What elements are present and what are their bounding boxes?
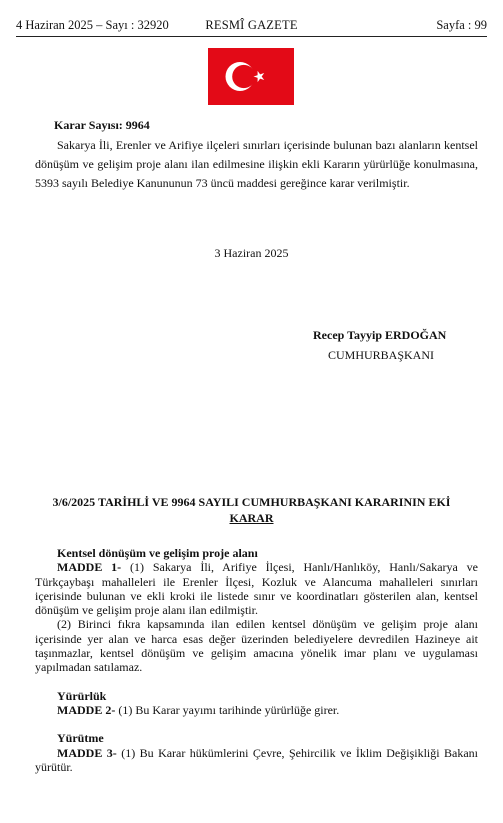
decree-intro: Sakarya İli, Erenler ve Arifiye ilçeleri sınırları içerisinde bulunan bazı alanların kentsel dönüşüm ve gelişim proje alanı ilan edilmesine ilişkin ekli Kararın yürürlüğe konulmasına, 5393 sayılı Belediye Kanununun 73 üncü maddesi gereğince karar verilmiştir. <box>35 138 478 190</box>
annex-title-line1: 3/6/2025 TARİHLİ VE 9964 SAYILI CUMHURBAŞKANI KARARININ EKİ <box>52 495 451 509</box>
article-1-paragraph-2: (2) Birinci fıkra kapsamında ilan edilen kentsel dönüşüm ve gelişim proje alanı içerisinde yer alan ve harca esas değer üzerinden belediyelere devredilen Hazineye ait taşınmazlar, kentsel dönüşüm ve gelişim amacına yönelik imar planı ve uygulaması yapılmadan satılamaz. <box>35 617 478 675</box>
annex-title <box>0 494 503 526</box>
article-1-paragraph-1 <box>35 560 478 617</box>
article-label: MADDE 1- <box>57 560 122 575</box>
header-gazette-title: RESMÎ GAZETE <box>205 18 298 32</box>
signer-title: CUMHURBAŞKANI <box>328 348 435 362</box>
signer-name: Recep Tayyip ERDOĞAN <box>313 328 447 342</box>
section-heading: Kentsel dönüşüm ve gelişim proje alanı <box>57 546 258 560</box>
header-date-issue: 4 Haziran 2025 – Sayı : 32920 <box>16 18 169 32</box>
annex-title-line2: KARAR <box>229 511 274 525</box>
turkish-flag-icon <box>208 48 294 105</box>
article-text: (1) Bu Karar hükümlerini Çevre, Şehircilik ve İklim Değişikliği Bakanı yürütür. <box>35 745 479 774</box>
article-label: MADDE 3- <box>57 745 117 760</box>
article-text: (1) Sakarya İli, Arifiye İlçesi, Hanlı/Hanlıköy, Hanlı/Sakarya ve Türkçaybaşı mahalleleri ile Erenler İlçesi, Kozluk ve Alancuma mahalleleri sınırları içerisinde bulunan ve ekli kroki ile listede sınır ve koordinatları gösterilen alan, kentsel dönüşüm ve gelişim proje alanı ilan edilmiştir. <box>35 560 479 618</box>
header-page-number: Sayfa : 99 <box>436 18 487 32</box>
decree-date: 3 Haziran 2025 <box>214 246 289 260</box>
flag-graphic <box>208 48 294 105</box>
section-heading: Yürütme <box>57 731 104 746</box>
article-3-paragraph-1 <box>35 746 478 775</box>
article-2-paragraph-1 <box>35 703 478 717</box>
article-text: (1) Bu Karar yayımı tarihinde yürürlüğe girer. <box>118 702 340 717</box>
decree-number: Karar Sayısı: 9964 <box>54 118 150 132</box>
section-heading: Yürürlük <box>57 688 107 703</box>
page-header <box>16 16 487 37</box>
article-label: MADDE 2- <box>57 702 116 717</box>
annex-body <box>35 546 478 774</box>
